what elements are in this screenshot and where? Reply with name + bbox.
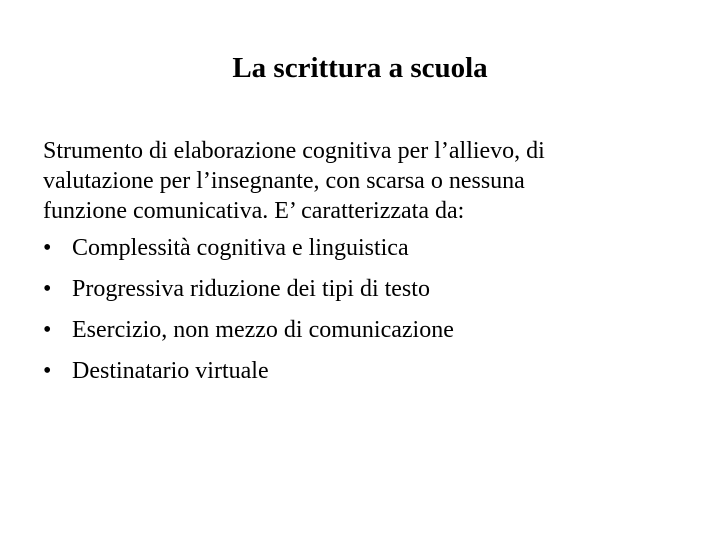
intro-paragraph (43, 136, 693, 226)
intro-line-2: valutazione per l’insegnante, con scarsa o nessuna (43, 168, 525, 194)
bullet-text: Complessità cognitiva e linguistica (72, 235, 409, 261)
bullet-text: Destinatario virtuale (72, 358, 269, 384)
bullet-dot-icon: • (43, 358, 52, 384)
bullet-text: Progressiva riduzione dei tipi di testo (72, 276, 430, 302)
bullet-text: Esercizio, non mezzo di comunicazione (72, 317, 454, 343)
bullet-dot-icon: • (43, 276, 52, 302)
slide-title: La scrittura a scuola (232, 52, 488, 84)
bullet-item (43, 315, 693, 345)
bullet-item (43, 356, 693, 386)
bullet-dot-icon: • (43, 235, 52, 261)
slide-body (43, 136, 693, 397)
bullet-item (43, 233, 693, 263)
bullet-list (43, 233, 693, 386)
bullet-item (43, 274, 693, 304)
intro-line-1: Strumento di elaborazione cognitiva per l’allievo, di (43, 138, 545, 164)
intro-line-3: funzione comunicativa. E’ caratterizzata da: (43, 198, 465, 224)
bullet-dot-icon: • (43, 317, 52, 343)
